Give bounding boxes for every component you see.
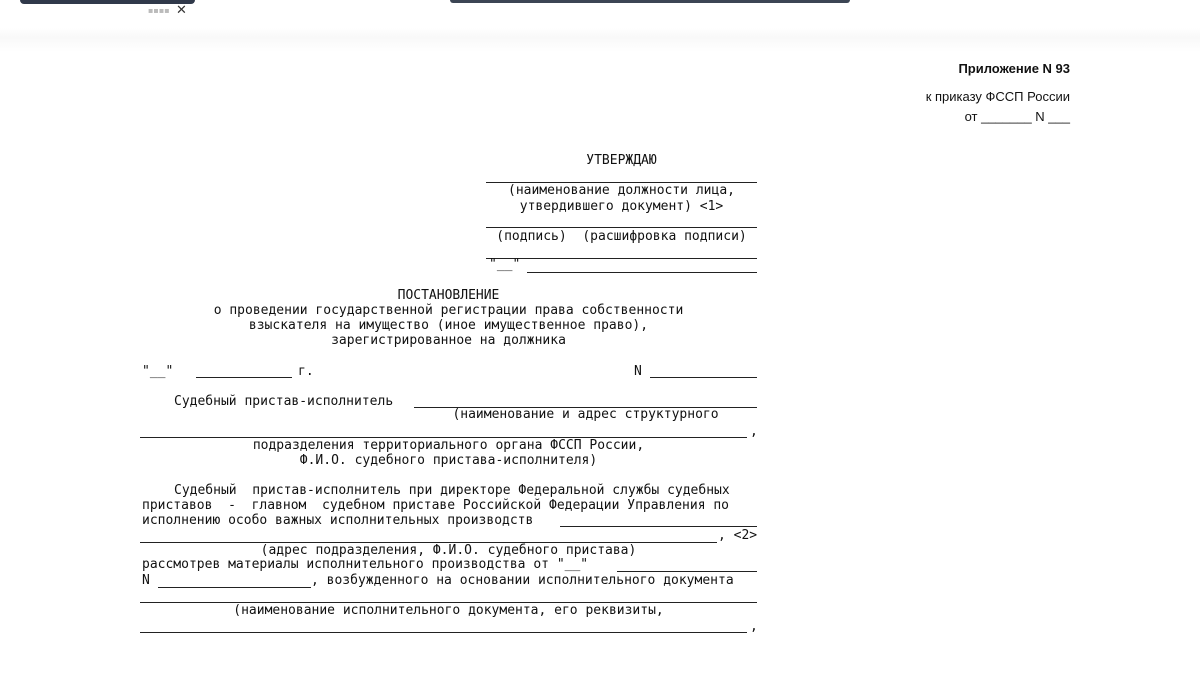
approve-date-line <box>527 272 757 273</box>
paragraph-line-1: Судебный пристав-исполнитель при директоре Федеральной службы судебных <box>174 483 730 498</box>
title-line-2: взыскателя на имущество (иное имущественное право), <box>248 318 649 333</box>
appendix-order: к приказу ФССП России <box>925 89 1070 104</box>
signature-line <box>486 227 757 228</box>
reviewed-line: рассмотрев материалы исполнительного производства от "__" <box>142 557 589 572</box>
approve-date-quote: "__" <box>489 257 521 272</box>
exec-document-hint: (наименование исполнительного документа, его реквизиты, <box>233 603 664 618</box>
close-icon[interactable]: ✕ <box>176 3 187 18</box>
division-hint-1: подразделения территориального органа ФССП России, <box>252 438 645 453</box>
footnote-ref-2: , <2> <box>718 528 758 543</box>
title-line-3: зарегистрированное на должника <box>331 333 566 348</box>
scan-artifact-faint-text: ▪▪▪▪ <box>148 6 170 15</box>
document-title: ПОСТАНОВЛЕНИЕ <box>397 288 500 303</box>
appendix-title: Приложение N 93 <box>958 61 1070 76</box>
decree-date-quote: "__" <box>142 364 174 379</box>
exec-document-comma: , <box>750 619 758 634</box>
decree-number-label: N <box>634 364 642 379</box>
decree-date-line <box>196 377 292 378</box>
division-comma: , <box>750 424 758 439</box>
scan-artifact-top <box>450 0 850 3</box>
signature-hint: (подпись) (расшифровка подписи) <box>496 229 747 244</box>
decree-number-line <box>650 377 757 378</box>
proceedings-line <box>560 526 757 527</box>
proceeding-number-line <box>158 587 311 588</box>
title-line-1: о проведении государственной регистрации права собственности <box>213 303 684 318</box>
scan-shadow <box>0 28 1200 52</box>
appendix-date-line: от _______ N ___ <box>964 109 1070 124</box>
paragraph-line-3: исполнению особо важных исполнительных производств <box>142 513 534 528</box>
division-hint-2: Ф.И.О. судебного пристава-исполнителя) <box>299 453 598 468</box>
address-hint: (адрес подразделения, Ф.И.О. судебного пристава) <box>260 543 637 558</box>
exec-document-line-2 <box>140 632 747 633</box>
position-hint-2: утвердившего документ) <1> <box>519 199 724 214</box>
approve-heading: УТВЕРЖДАЮ <box>586 153 657 168</box>
paragraph-line-2: приставов - главном судебном приставе Российской Федерации Управления по <box>142 498 729 513</box>
bailiff-label: Судебный пристав-исполнитель <box>174 394 394 409</box>
reviewed-date-line <box>617 571 757 572</box>
approve-date-top-line <box>486 258 757 259</box>
proceeding-number-label: N <box>142 573 150 588</box>
position-hint-1: (наименование должности лица, <box>508 183 735 198</box>
bailiff-hint: (наименование и адрес структурного <box>452 407 719 422</box>
decree-year-suffix: г. <box>298 364 314 379</box>
scan-artifact-left <box>20 0 195 4</box>
initiated-text: , возбужденного на основании исполнительного документа <box>311 573 734 588</box>
